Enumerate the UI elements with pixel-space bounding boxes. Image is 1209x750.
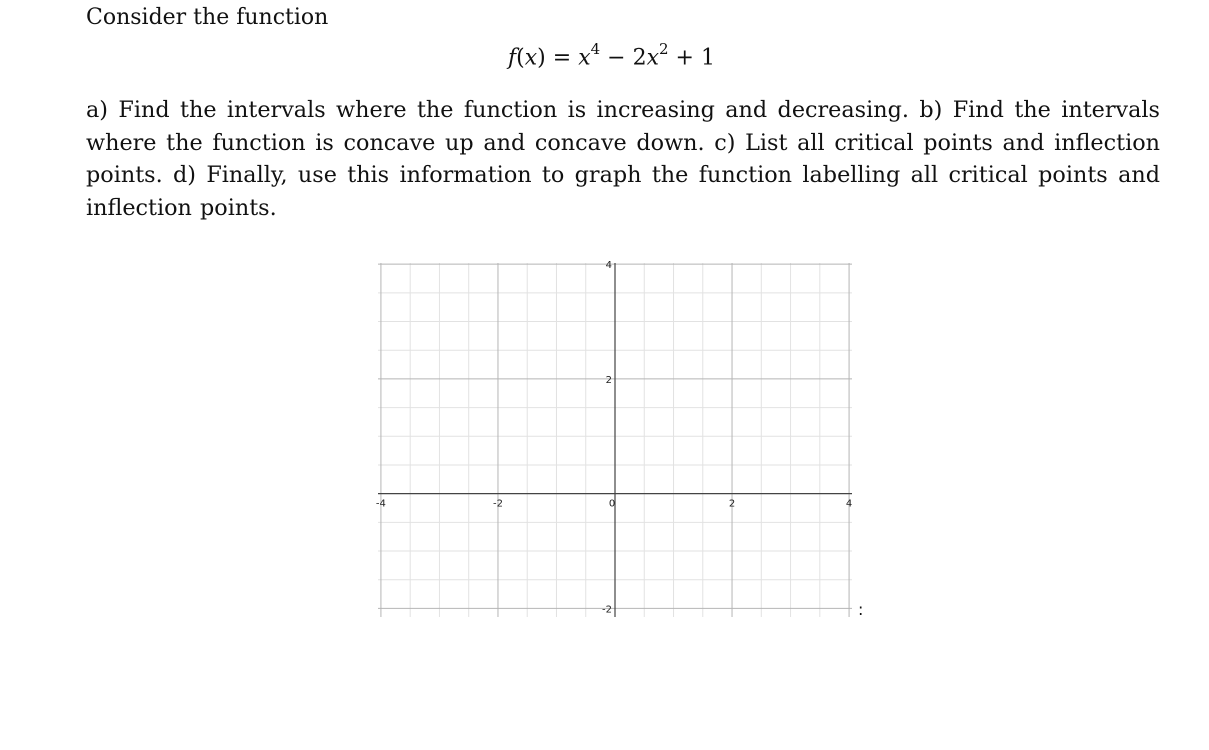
formula-function-name: f bbox=[508, 45, 517, 71]
formula-open-paren: ( bbox=[516, 45, 525, 71]
formula-argument: x bbox=[524, 45, 538, 71]
problem-statement: a) Find the intervals where the function is increasing and decreasing. b) Find the intervals where the function is concave up and concave down. c) List all critical points and inflection points. d) Finally, use this information to graph the function labelling all critical points and inflection points. bbox=[86, 97, 1160, 221]
y-tick-label: 2 bbox=[605, 374, 612, 386]
x-tick-label: 2 bbox=[728, 498, 736, 510]
formula-minus-coeff: − 2 bbox=[600, 45, 647, 71]
y-tick-label: 4 bbox=[605, 260, 612, 272]
formula-term1-exponent: 4 bbox=[590, 40, 601, 58]
formula-term1-var: x bbox=[578, 45, 591, 71]
x-tick-label: 0 bbox=[608, 498, 616, 510]
y-tick-label: -2 bbox=[602, 604, 612, 616]
x-tick-label: 4 bbox=[845, 498, 853, 510]
graph-svg bbox=[370, 255, 870, 630]
formula-term2-exponent: 2 bbox=[659, 40, 669, 58]
x-tick-label: -2 bbox=[492, 498, 503, 510]
trailing-colon: : bbox=[858, 600, 864, 619]
formula-equals: = bbox=[545, 45, 579, 71]
intro-text: Consider the function bbox=[86, 5, 329, 30]
formula-constant: + 1 bbox=[668, 45, 715, 71]
blank-graph bbox=[370, 255, 870, 630]
function-formula bbox=[508, 36, 715, 73]
x-tick-label: -4 bbox=[375, 498, 386, 510]
formula-term2-var: x bbox=[646, 45, 659, 71]
formula-close-paren: ) bbox=[537, 45, 546, 71]
